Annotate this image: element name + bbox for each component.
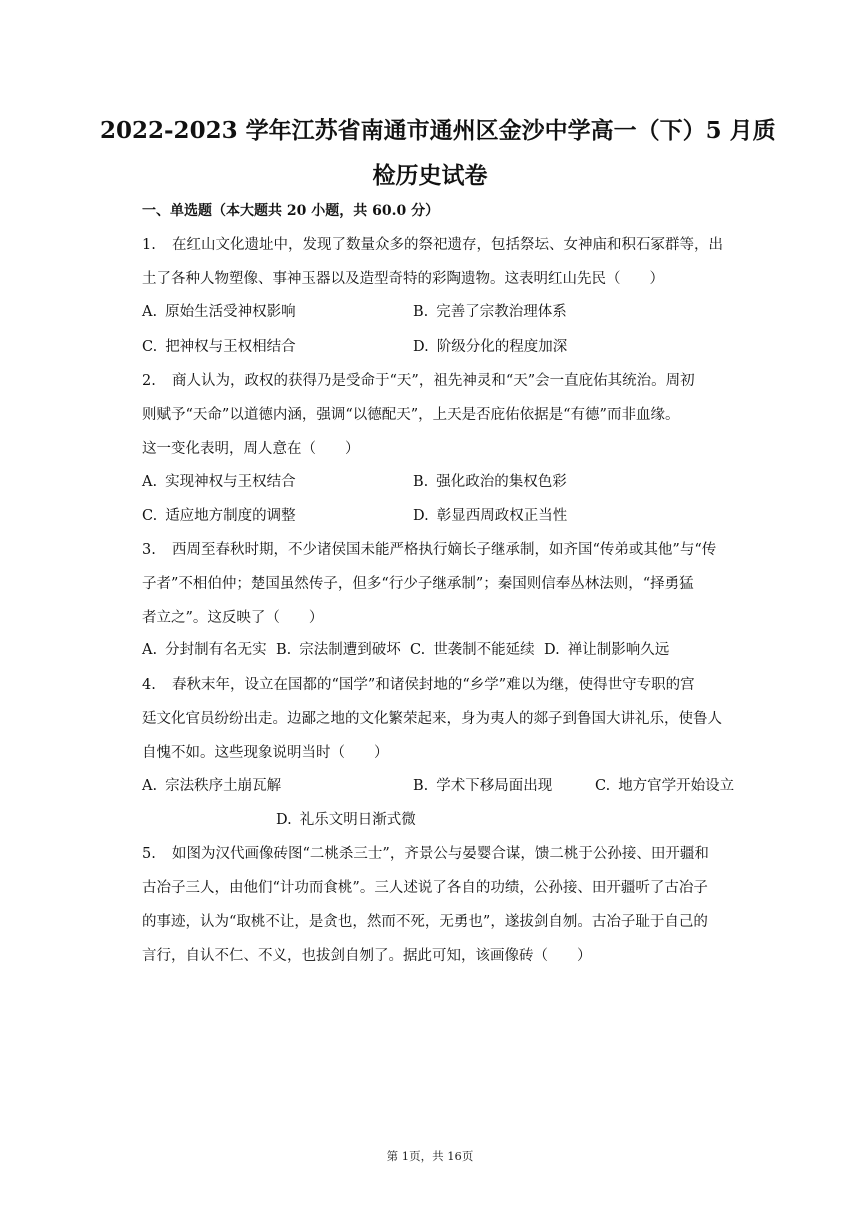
question-4-option-b: B. 学术下移局面出现	[413, 778, 553, 794]
question-2-option-b: B. 强化政治的集权色彩	[413, 474, 567, 490]
question-3-option-a: A. 分封制有名无实	[142, 642, 267, 658]
question-1-option-a: A. 原始生活受神权影响	[142, 304, 296, 320]
question-1-line-1: 1. 在红山文化遗址中，发现了数量众多的祭祀遗存，包括祭坛、女神庙和积石冢群等，出	[142, 228, 723, 262]
question-1-option-b: B. 完善了宗教治理体系	[413, 304, 567, 320]
question-3-option-b: B. 宗法制遭到破坏	[276, 642, 401, 658]
section-heading: 一、单选题（本大题共 20 小题，共 60.0 分）	[142, 203, 440, 219]
question-1-option-c: C. 把神权与王权相结合	[142, 339, 296, 355]
question-1-option-d: D. 阶级分化的程度加深	[413, 339, 568, 355]
question-3-line-1: 3. 西周至春秋时期，不少诸侯国未能严格执行嫡长子继承制，如齐国“传弟或其他”与“传	[142, 533, 716, 567]
title-line-2: 检历史试卷	[372, 162, 488, 189]
question-4-option-d: D. 礼乐文明日渐式微	[276, 812, 416, 828]
question-2-line-1: 2. 商人认为，政权的获得乃是受命于“天”，祖先神灵和“天”会一直庇佑其统治。周初	[142, 364, 695, 398]
question-3-line-3: 者立之”。这反映了（ ）	[142, 610, 324, 626]
question-5-line-2: 古冶子三人，由他们“计功而食桃”。三人述说了各自的功绩，公孙接、田开疆听了古冶子	[142, 880, 708, 896]
page-footer: 第 1页，共 16页	[386, 1149, 474, 1163]
question-4-number: 4.	[142, 677, 156, 693]
question-3-line-2: 子者”不相伯仲；楚国虽然传子，但多“行少子继承制”；秦国则信奉丛林法则，“择勇猛	[142, 576, 694, 592]
question-5-line-1: 5. 如图为汉代画像砖图“二桃杀三士”，齐景公与晏婴合谋，馈二桃于公孙接、田开疆和	[142, 837, 709, 871]
question-4-line-3: 自愧不如。这些现象说明当时（ ）	[142, 745, 389, 761]
question-4-line-1: 4. 春秋末年，设立在国都的“国学”和诸侯封地的“乡学”难以为继，使得世守专职的宫	[142, 668, 695, 702]
question-2-number: 2.	[142, 373, 156, 389]
question-1-number: 1.	[142, 237, 156, 253]
question-3-number: 3.	[142, 542, 156, 558]
question-3-option-c: C. 世袭制不能延续	[410, 642, 535, 658]
exam-title	[100, 108, 776, 198]
question-3-option-d: D. 禅让制影响久远	[544, 642, 670, 658]
question-5-line-3: 的事迹，认为“取桃不让，是贪也，然而不死，无勇也”，遂拔剑自刎。古冶子耻于自己的	[142, 914, 708, 930]
question-4-option-c: C. 地方官学开始设立	[595, 778, 735, 794]
question-2-option-a: A. 实现神权与王权结合	[142, 474, 296, 490]
question-4-option-a: A. 宗法秩序土崩瓦解	[142, 778, 282, 794]
question-2-line-2: 则赋予“天命”以道德内涵，强调“以德配天”，上天是否庇佑依据是“有德”而非血缘。	[142, 407, 680, 423]
question-5-line-4: 言行，自认不仁、不义，也拔剑自刎了。据此可知，该画像砖（ ）	[142, 948, 592, 964]
question-4-line-2: 廷文化官员纷纷出走。边鄙之地的文化繁荣起来，身为夷人的郯子到鲁国大讲礼乐，使鲁人	[142, 711, 722, 727]
question-5-number: 5.	[142, 846, 156, 862]
question-2-option-d: D. 彰显西周政权正当性	[413, 508, 568, 524]
question-2-option-c: C. 适应地方制度的调整	[142, 508, 296, 524]
question-2-line-3: 这一变化表明，周人意在（ ）	[142, 441, 360, 457]
title-line-1: 2022-2023 学年江苏省南通市通州区金沙中学高一（下）5 月质	[100, 117, 776, 144]
question-1-line-2: 土了各种人物塑像、事神玉器以及造型奇特的彩陶遗物。这表明红山先民（ ）	[142, 271, 664, 287]
